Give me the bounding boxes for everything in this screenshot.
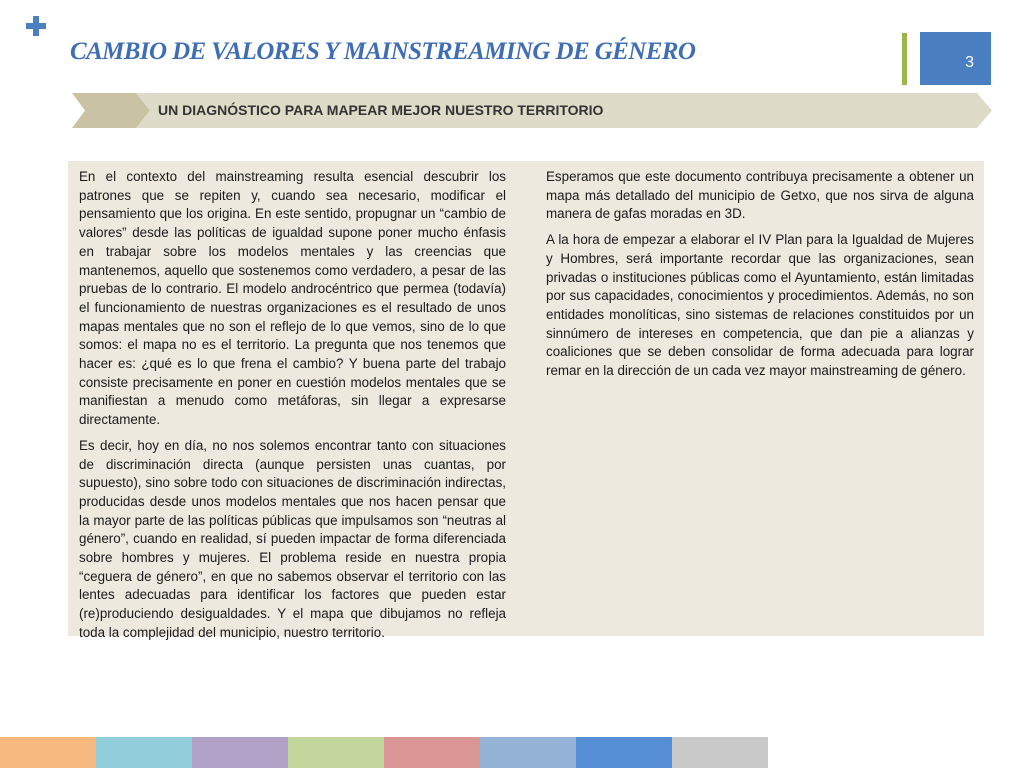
section-ribbon (72, 93, 992, 128)
paragraph: Esperamos que este documento contribuya precisamente a obtener un mapa más detallado del municipio de Getxo, que nos sirva de alguna manera de gafas moradas en 3D. (546, 169, 974, 222)
paragraph: A la hora de empezar a elaborar el IV Plan para la Igualdad de Mujeres y Hombres, será importante recordar que las organizaciones, sean privadas o instituciones públicas como el Ayuntamiento, están limitadas por sus capacidades, conocimientos y procedimientos. Además, no son entidades monolíticas, sino sistemas de relaciones constituidos por un sinnúmero de intereses en competencia, que dan pie a alianzas y coaliciones que se deben consolidar de forma adecuada para lograr remar en la dirección de un cada vez mayor mainstreaming de género. (546, 232, 974, 379)
left-column (79, 168, 506, 650)
page-number-box (920, 32, 991, 85)
page-number: 3 (965, 54, 974, 71)
right-column (546, 168, 974, 388)
footer-stripe (288, 737, 384, 768)
section-heading: UN DIAGNÓSTICO PARA MAPEAR MEJOR NUESTRO TERRITORIO (158, 102, 604, 118)
footer-stripe (480, 737, 576, 768)
footer-color-stripes (0, 737, 768, 768)
footer-stripe (672, 737, 768, 768)
footer-stripe (384, 737, 480, 768)
content-panel (68, 161, 984, 640)
page-title: CAMBIO DE VALORES Y MAINSTREAMING DE GÉNERO (70, 38, 696, 65)
footer-stripe (192, 737, 288, 768)
ribbon-chevron (72, 93, 150, 128)
footer-stripe (96, 737, 192, 768)
paragraph: Es decir, hoy en día, no nos solemos encontrar tanto con situaciones de discriminación directa (aunque persisten unas cuantas, por supuesto), sino sobre todo con situaciones de discriminación indirectas, producidas desde unos modelos mentales que nos hacen pensar que la mayor parte de las políticas públicas que impulsamos son “neutras al género”, cuando en realidad, sí pueden impactar de forma diferenciada sobre hombres y mujeres. El problema reside en nuestra propia “ceguera de género”, en que no sabemos observar el territorio con las lentes adecuadas para identificar los factores que pueden estar (re)produciendo desigualdades. Y el mapa que dibujamos no refleja toda la complejidad del municipio, nuestro territorio. (79, 437, 506, 640)
plus-icon (24, 14, 48, 38)
footer-stripe (576, 737, 672, 768)
green-divider-bar (902, 33, 907, 85)
footer-stripe (0, 737, 96, 768)
paragraph: En el contexto del mainstreaming resulta esencial descubrir los patrones que se repiten y, cuando sea necesario, modificar el pensamiento que los origina. En este sentido, propugnar un “cambio de valores” desde las políticas de igualdad supone poner mucho énfasis en trabajar sobre los modelos mentales y las creencias que mantenemos, aquello que sostenemos como verdadero, a pesar de las pruebas de lo contrario. El modelo androcéntrico que permea (todavía) el funcionamiento de nuestras organizaciones es el resultado de unos mapas mentales que no son el reflejo de lo que vemos, sino de lo que somos: el mapa no es el territorio. La pregunta que nos tenemos que hacer es: ¿qué es lo que frena el cambio? Y buena parte del trabajo consiste precisamente en poner en cuestión modelos mentales que se manifiestan a menudo como metáforas, sin llegar a expresarse directamente. (79, 169, 506, 428)
